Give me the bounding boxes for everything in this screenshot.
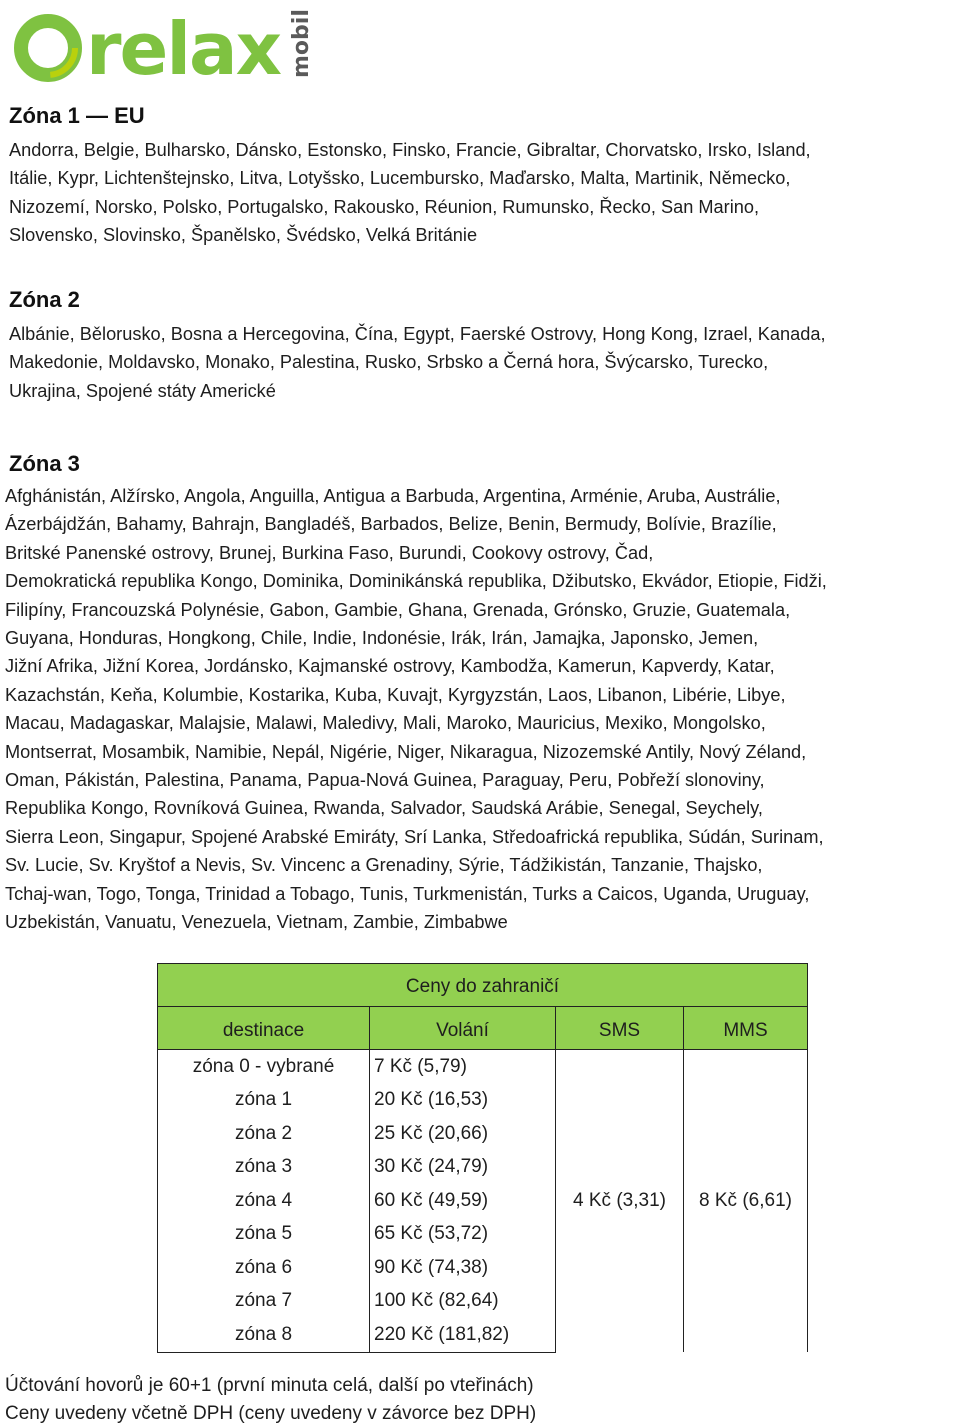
table-header-row	[158, 1007, 808, 1050]
zone-2-title: Zóna 2	[9, 287, 80, 312]
table-caption: Ceny do zahraničí	[158, 964, 808, 1007]
billing-note: Účtování hovorů je 60+1 (první minuta celá, další po vteřinách)	[5, 1375, 534, 1396]
price-table	[157, 963, 808, 1353]
zone-1-section	[9, 102, 949, 250]
row-call-price: 90 Kč (74,38)	[370, 1251, 556, 1285]
row-destination: zóna 7	[158, 1285, 370, 1319]
relax-mobil-logo	[10, 4, 314, 91]
zone-3-title: Zóna 3	[9, 451, 80, 476]
header-volani: Volání	[370, 1007, 556, 1050]
row-destination: zóna 8	[158, 1318, 370, 1352]
zone-1-countries: Andorra, Belgie, Bulharsko, Dánsko, Estonsko, Finsko, Francie, Gibraltar, Chorvatsko, Irsko, Island, Itálie, Kypr, Lichtenštejnsko, Litva, Lotyšsko, Lucembursko, Maďarsko, Malta, Martinik, Německo, Nizozemí, Norsko, Polsko, Portugalsko, Rakousko, Réunion, Rumunsko, Řecko, San Marino, Slovensko, Slovinsko, Španělsko, Švédsko, Velká Británie	[9, 140, 811, 246]
row-call-price: 100 Kč (82,64)	[370, 1285, 556, 1319]
zone-2-countries: Albánie, Bělorusko, Bosna a Hercegovina, Čína, Egypt, Faerské Ostrovy, Hong Kong, Izrael, Kanada, Makedonie, Moldavsko, Monako, Palestina, Rusko, Srbsko a Černá hora, Švýcarsko, Turecko, Ukrajina, Spojené státy Americké	[9, 324, 826, 401]
row-destination: zóna 3	[158, 1151, 370, 1185]
row-destination: zóna 0 - vybrané	[158, 1050, 370, 1084]
row-call-price: 30 Kč (24,79)	[370, 1151, 556, 1185]
row-call-price: 65 Kč (53,72)	[370, 1218, 556, 1252]
header-sms: SMS	[556, 1007, 684, 1050]
row-call-price: 60 Kč (49,59)	[370, 1184, 556, 1218]
zone-3-section	[5, 450, 945, 937]
row-destination: zóna 6	[158, 1251, 370, 1285]
table-row	[158, 1050, 808, 1084]
mms-price: 8 Kč (6,61)	[684, 1050, 808, 1353]
row-call-price: 7 Kč (5,79)	[370, 1050, 556, 1084]
logo-text: relax	[86, 7, 281, 91]
zone-1-title: Zóna 1 — EU	[9, 103, 145, 128]
footer-notes	[5, 1372, 536, 1428]
logo-graphic	[10, 4, 314, 91]
row-destination: zóna 5	[158, 1218, 370, 1252]
row-call-price: 20 Kč (16,53)	[370, 1084, 556, 1118]
row-call-price: 25 Kč (20,66)	[370, 1117, 556, 1151]
row-destination: zóna 2	[158, 1117, 370, 1151]
header-mms: MMS	[684, 1007, 808, 1050]
sms-price: 4 Kč (3,31)	[556, 1050, 684, 1353]
header-destinace: destinace	[158, 1007, 370, 1050]
row-call-price: 220 Kč (181,82)	[370, 1318, 556, 1352]
logo-subtext: mobil	[289, 9, 314, 78]
zone-3-countries: Afghánistán, Alžírsko, Angola, Anguilla, Antigua a Barbuda, Argentina, Arménie, Aruba, Austrálie, Ázerbájdžán, Bahamy, Bahrajn, Bangladéš, Barbados, Belize, Benin, Bermudy, Bolívie, Brazílie, Britské Panenské ostrovy, Brunej, Burkina Faso, Burundi, Cookovy ostrovy, Čad, Demokratická republika Kongo, Dominika, Dominikánská republika, Džibutsko, Ekvádor, Etiopie, Fidži, Filipíny, Francouzská Polynésie, Gabon, Gambie, Ghana, Grenada, Grónsko, Gruzie, Guatemala, Guyana, Honduras, Hongkong, Chile, Indie, Indonésie, Irák, Irán, Jamajka, Japonsko, Jemen, Jižní Afrika, Jižní Korea, Jordánsko, Kajmanské ostrovy, Kambodža, Kamerun, Kapverdy, Katar, Kazachstán, Keňa, Kolumbie, Kostarika, Kuba, Kuvajt, Kyrgyzstán, Laos, Libanon, Libérie, Libye, Macau, Madagaskar, Malajsie, Malawi, Maledivy, Mali, Maroko, Mauricius, Mexiko, Mongolsko, Montserrat, Mosambik, Namibie, Nepál, Nigérie, Niger, Nikaragua, Nizozemské Antily, Nový Zéland, Oman, Pákistán, Palestina, Panama, Papua-Nová Guinea, Paraguay, Peru, Pobřeží slonoviny, Republika Kongo, Rovníková Guinea, Rwanda, Salvador, Saudská Arábie, Senegal, Seychely, Sierra Leon, Singapur, Spojené Arabské Emiráty, Srí Lanka, Středoafrická republika, Súdán, Surinam, Sv. Lucie, Sv. Kryštof a Nevis, Sv. Vincenc a Grenadiny, Sýrie, Tádžikistán, Tanzanie, Thajsko, Tchaj-wan, Togo, Tonga, Trinidad a Tobago, Tunis, Turkmenistán, Turks a Caicos, Uganda, Uruguay, Uzbekistán, Vanuatu, Venezuela, Vietnam, Zambie, Zimbabwe	[5, 486, 827, 933]
zone-2-section	[9, 286, 949, 405]
vat-note: Ceny uvedeny včetně DPH (ceny uvedeny v závorce bez DPH)	[5, 1403, 537, 1424]
row-destination: zóna 4	[158, 1184, 370, 1218]
row-destination: zóna 1	[158, 1084, 370, 1118]
